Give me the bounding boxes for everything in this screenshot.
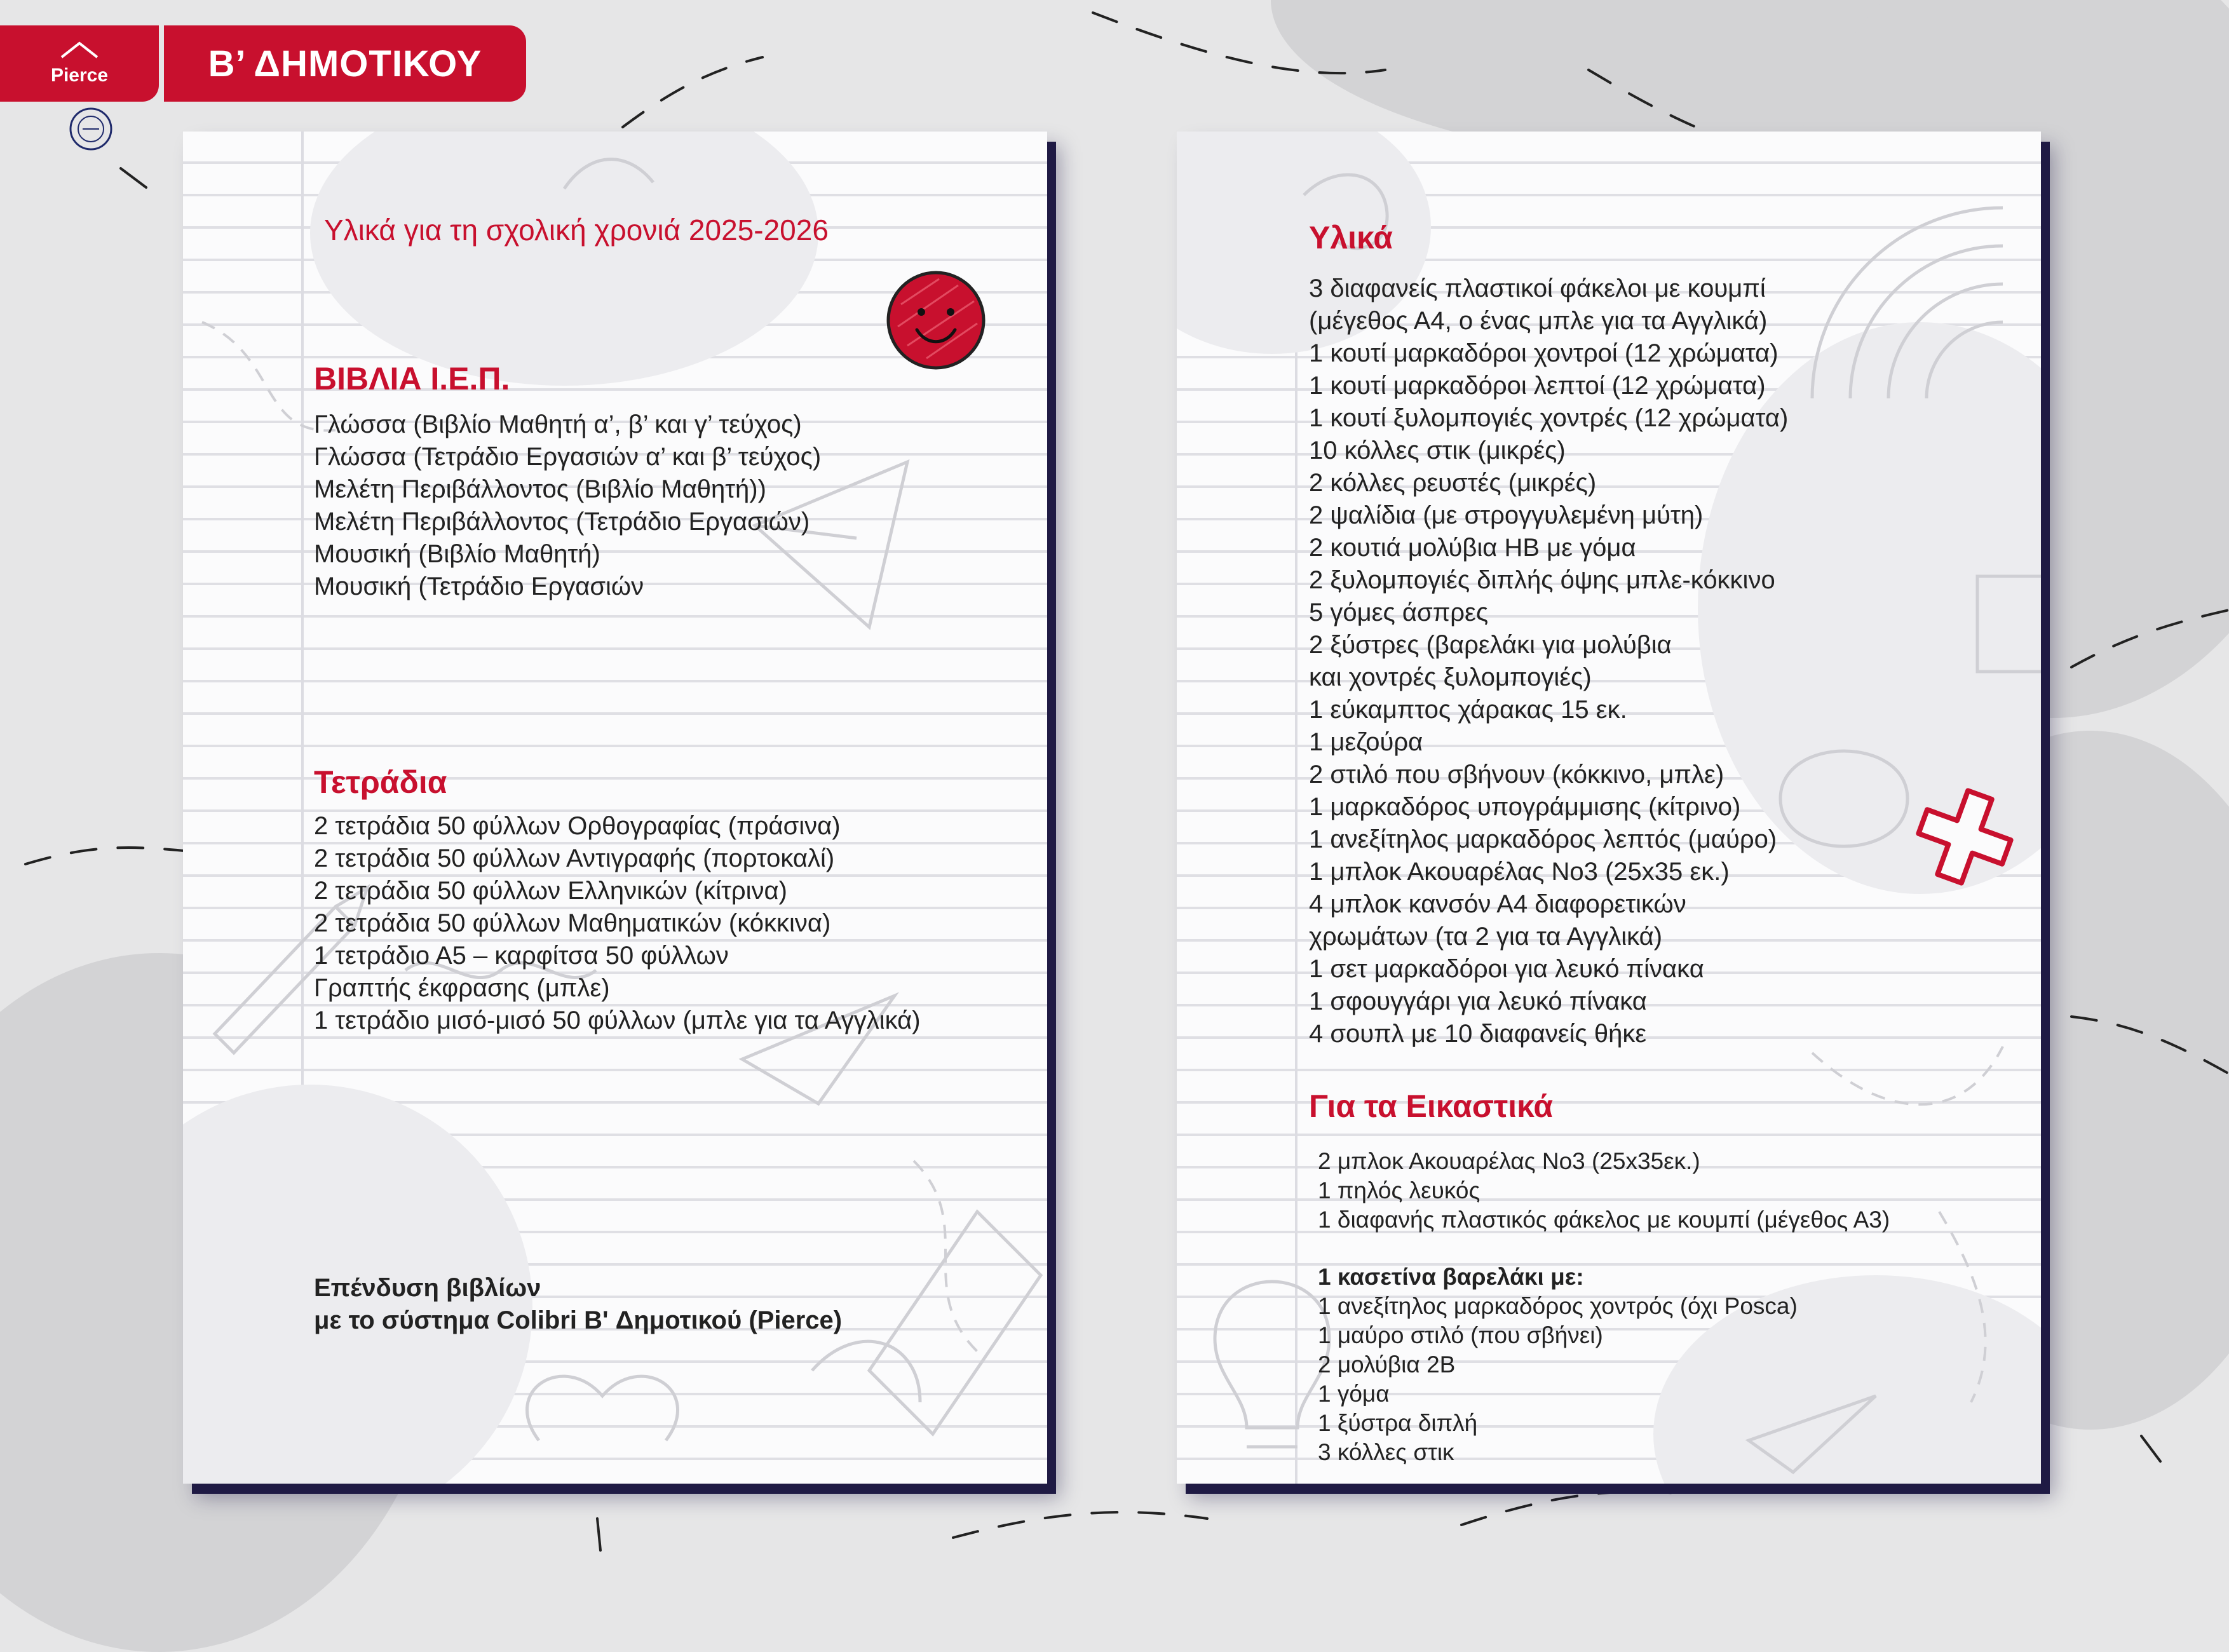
- materials-heading: Υλικά: [1309, 220, 1393, 255]
- logo-text: Pierce: [50, 65, 109, 86]
- list-item: Γλώσσα (Βιβλίο Μαθητή α’, β’ και γ’ τεύχος): [314, 410, 802, 438]
- books-heading: ΒΙΒΛΙΑ Ι.Ε.Π.: [314, 361, 510, 396]
- list-item: Γλώσσα (Τετράδιο Εργασιών α’ και β’ τεύχος): [314, 443, 822, 471]
- list-item: 1 κουτί ξυλομπογιές χοντρές (12 χρώματα): [1309, 404, 1789, 432]
- list-item: χρωμάτων (τα 2 για τα Αγγλικά): [1309, 923, 1663, 951]
- smiley-face-icon: [882, 266, 990, 374]
- list-item: 1 ανεξίτηλος μαρκαδόρος λεπτός (μαύρο): [1309, 825, 1777, 853]
- art-list: [1318, 1147, 1890, 1235]
- list-item: 2 κόλλες ρευστές (μικρές): [1309, 469, 1597, 497]
- left-page: [183, 132, 1047, 1484]
- list-item: Μουσική (Βιβλίο Μαθητή): [314, 540, 600, 568]
- list-item: 2 στιλό που σβήνουν (κόκκινο, μπλε): [1309, 761, 1724, 789]
- list-item: 1 κουτί μαρκαδόροι χοντροί (12 χρώματα): [1309, 339, 1778, 367]
- list-item: 1 ξύστρα διπλή: [1318, 1410, 1478, 1436]
- list-item: 4 σουπλ με 10 διαφανείς θήκε: [1309, 1020, 1647, 1048]
- list-item: 2 τετράδια 50 φύλλων Μαθηματικών (κόκκινα): [314, 909, 831, 937]
- list-item: 1 μπλοκ Ακουαρέλας Νο3 (25x35 εκ.): [1309, 858, 1730, 886]
- list-item: Μουσική (Τετράδιο Εργασιών: [314, 572, 644, 600]
- list-item: 1 τετράδιο μισό-μισό 50 φύλλων (μπλε για τα Αγγλικά): [314, 1006, 921, 1034]
- school-year-title: Υλικά για τη σχολική χρονιά 2025-2026: [324, 213, 829, 247]
- list-item: 2 ξυλομπογιές διπλής όψης μπλε-κόκκινο: [1309, 566, 1775, 594]
- list-item: 1 διαφανής πλαστικός φάκελος με κουμπί (μέγεθος Α3): [1318, 1207, 1890, 1233]
- list-item: 1 κουτί μαρκαδόροι λεπτοί (12 χρώματα): [1309, 372, 1766, 400]
- list-item: 2 ξύστρες (βαρελάκι για μολύβια: [1309, 631, 1672, 659]
- book-cover-note: [314, 1272, 842, 1337]
- list-item: 1 μαρκαδόρος υπογράμμισης (κίτρινο): [1309, 793, 1741, 821]
- list-item: 3 κόλλες στικ: [1318, 1439, 1454, 1465]
- list-item: και χοντρές ξυλομπογιές): [1309, 663, 1592, 691]
- right-page: [1177, 132, 2041, 1484]
- list-item: 2 μπλοκ Ακουαρέλας Νο3 (25x35εκ.): [1318, 1148, 1700, 1174]
- college-seal-icon: [69, 107, 113, 151]
- list-item: 1 ανεξίτηλος μαρκαδόρος χοντρός (όχι Posca): [1318, 1293, 1798, 1319]
- list-item: 2 μολύβια 2Β: [1318, 1351, 1456, 1378]
- pierce-logo: [0, 25, 159, 102]
- grade-title: Β’ ΔΗΜΟΤΙΚΟΥ: [164, 25, 526, 102]
- cover-note-line: με το σύστημα Colibri B' Δημοτικού (Pierce): [314, 1306, 843, 1334]
- list-item: (μέγεθος Α4, ο ένας μπλε για τα Αγγλικά): [1309, 307, 1768, 335]
- list-item: 5 γόμες άσπρες: [1309, 599, 1489, 626]
- list-item: 2 τετράδια 50 φύλλων Ελληνικών (κίτρινα): [314, 877, 787, 905]
- list-item: Μελέτη Περιβάλλοντος (Τετράδιο Εργασιών): [314, 508, 810, 536]
- list-item: 1 σετ μαρκαδόροι για λευκό πίνακα: [1309, 955, 1704, 983]
- pencil-case-label: 1 κασετίνα βαρελάκι με:: [1318, 1264, 1584, 1290]
- list-item: 2 τετράδια 50 φύλλων Ορθογραφίας (πράσινα): [314, 812, 841, 840]
- house-icon: [59, 39, 100, 60]
- list-item: 2 κουτιά μολύβια ΗΒ με γόμα: [1309, 534, 1636, 562]
- cover-note-line: Επένδυση βιβλίων: [314, 1274, 541, 1302]
- list-item: 2 ψαλίδια (με στρογγυλεμένη μύτη): [1309, 501, 1704, 529]
- list-item: 1 σφουγγάρι για λευκό πίνακα: [1309, 987, 1647, 1015]
- list-item: 1 μαύρο στιλό (που σβήνει): [1318, 1322, 1603, 1348]
- list-item: 3 διαφανείς πλαστικοί φάκελοι με κουμπί: [1309, 274, 1766, 302]
- books-list: [314, 409, 821, 603]
- notebooks-list: [314, 810, 921, 1037]
- list-item: 1 πηλός λευκός: [1318, 1177, 1480, 1203]
- notebooks-heading: Τετράδια: [314, 764, 447, 800]
- list-item: 1 γόμα: [1318, 1381, 1390, 1407]
- pencil-case-list: [1318, 1292, 1798, 1467]
- list-item: 4 μπλοκ κανσόν Α4 διαφορετικών: [1309, 890, 1686, 918]
- list-item: 2 τετράδια 50 φύλλων Αντιγραφής (πορτοκαλί): [314, 844, 835, 872]
- list-item: 10 κόλλες στικ (μικρές): [1309, 437, 1566, 464]
- art-heading: Για τα Εικαστικά: [1309, 1088, 1554, 1124]
- list-item: 1 τετράδιο Α5 – καρφίτσα 50 φύλλων: [314, 942, 729, 970]
- list-item: Γραπτής έκφρασης (μπλε): [314, 974, 610, 1002]
- list-item: Μελέτη Περιβάλλοντος (Βιβλίο Μαθητή)): [314, 475, 766, 503]
- list-item: 1 μεζούρα: [1309, 728, 1423, 756]
- list-item: 1 εύκαμπτος χάρακας 15 εκ.: [1309, 696, 1627, 724]
- materials-list: [1309, 273, 1788, 1050]
- red-cross-icon: [1907, 780, 2021, 893]
